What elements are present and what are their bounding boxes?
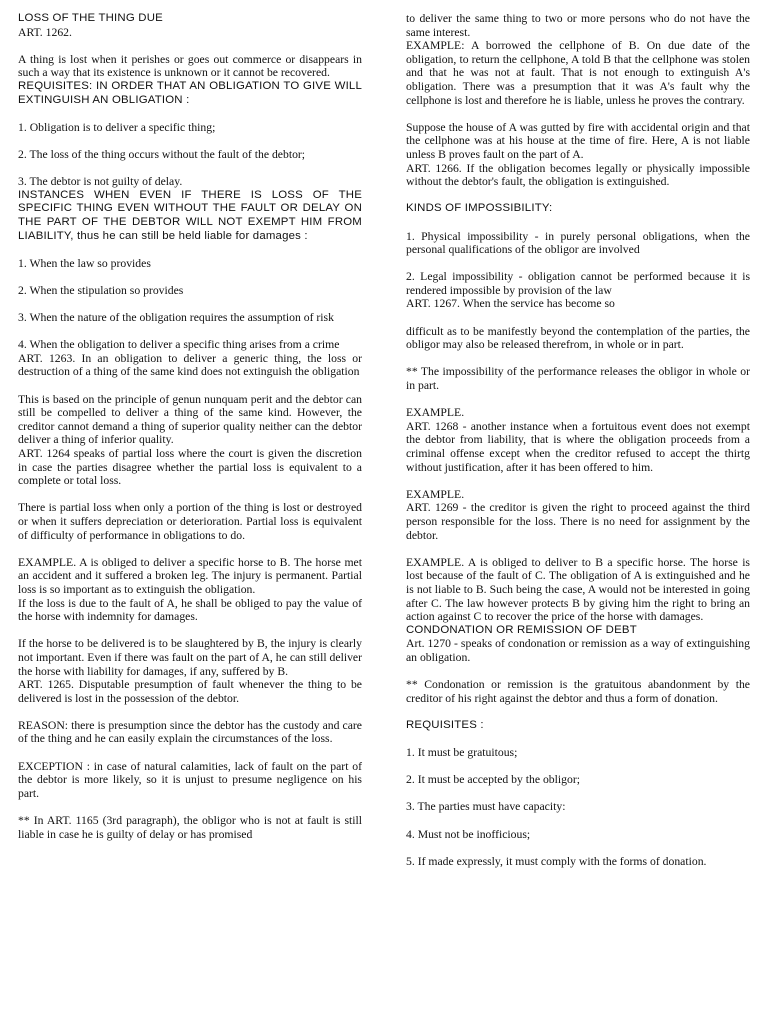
instance-2: 2. When the stipulation so provides: [18, 283, 184, 297]
difficult-paragraph: difficult as to be manifestly beyond the contemplation of the parties, the obligor may also be released therefrom, in whole or in part.: [406, 324, 750, 352]
impossibility-note: ** The impossibility of the performance releases the obligor in whole or in part.: [406, 365, 750, 393]
slaughter-paragraph: If the horse to be delivered is to be slaughtered by B, the injury is clearly not important. Even if there was fault on the part of A, he can still deliver the horse with liability for damages, if any, suffered by B.: [18, 637, 362, 678]
continuation-paragraph: to deliver the same thing to two or more persons who do not have the same interest.: [406, 12, 750, 39]
article-1263: ART. 1263. In an obligation to deliver a generic thing, the loss or destruction of a thing of the same kind does not extinguish the obligation: [18, 351, 362, 379]
article-1268: ART. 1268 - another instance when a fortuitous event does not exempt the debtor from liability, that is where the obligation proceeds from a criminal offense except when the creditor refused to accept the thirtg without justification, after it has been offered to him.: [406, 419, 750, 474]
article-1165-note: ** In ART. 1165 (3rd paragraph), the obligor who is not at fault is still liable in case he is guilty of delay or has promised: [18, 814, 362, 841]
genus-paragraph: This is based on the principle of genun nunquam perit and the debtor can still be compelled to deliver a thing of the same kind. However, the creditor cannot demand a thing of superior quality neither can the debtor deliver a thing of inferior quality.: [18, 392, 362, 447]
fire-paragraph: Suppose the house of A was gutted by fire with accidental origin and that the cellphone was at his house at the time of fire. Here, A is not liable unless B proves fault on the part of A.: [406, 120, 750, 161]
article-1266: ART. 1266. If the obligation becomes legally or physically impossible without the debtor's fault, the obligation is extinguished.: [406, 161, 750, 189]
reason-paragraph: REASON: there is presumption since the debtor has the custody and care of the thing and he can easily explain the circumstances of the loss.: [18, 718, 362, 746]
article-1270: Art. 1270 - speaks of condonation or remission as a way of extinguishing an obligation.: [406, 637, 750, 664]
partial-loss-paragraph: There is partial loss when only a portion of the thing is lost or destroyed or when it suffers depreciation or deterioration. Partial loss is equivalent of difficulty of performance in obligations to do.: [18, 501, 362, 542]
article-1264: ART. 1264 speaks of partial loss where the court is given the discretion in case the parties disagree whether the partial loss is equivalent to a complete or total loss.: [18, 447, 362, 488]
legal-impossibility: 2. Legal impossibility - obligation cannot be performed because it is rendered impossible by provision of the law: [406, 270, 750, 297]
instance-4: 4. When the obligation to deliver a specific thing arises from a crime: [18, 338, 340, 352]
third-person-example: EXAMPLE. A is obliged to deliver to B a specific horse. The horse is lost because of the fault of C. The obligation of A is extinguished and he is not liable to B. Such being the case, A would not be interested in going after C. The law however protects B by giving him the right to bring an action against C to recover the price of the horse with damages.: [406, 555, 750, 624]
requisite-3: 3. The debtor is not guilty of delay.: [18, 175, 183, 189]
condonation-requisite-4: 4. Must not be inofficious;: [406, 827, 531, 841]
cellphone-example: EXAMPLE: A borrowed the cellphone of B. On due date of the obligation, to return the cellphone, A told B that the cellphone was stolen and that he was not at fault. That is not enough to extinguish A's obligation. There was a presumption that it was A's fault why the cellphone is lost and therefore he is liable, unless he proves the contrary.: [406, 39, 750, 107]
requisites-label: REQUISITES :: [406, 718, 484, 731]
right-column: [406, 12, 750, 868]
example-label-1: EXAMPLE.: [406, 406, 465, 420]
article-1262-label: ART. 1262.: [18, 25, 72, 39]
lost-definition: A thing is lost when it perishes or goes out commerce or disappears in such a way that its existence is unknown or it cannot be recovered.: [18, 52, 362, 80]
physical-impossibility: 1. Physical impossibility - in purely personal obligations, when the personal qualifications of the obligor are involved: [406, 229, 750, 257]
instances-paragraph: INSTANCES WHEN EVEN IF THERE IS LOSS OF THE SPECIFIC THING EVEN WITHOUT THE FAULT OR DELAY ON THE PART OF THE DEBTOR WILL NOT EXEMPT HIM FROM LIABILITY, thus he can still be held liable for damages :: [18, 188, 362, 242]
article-1269: ART. 1269 - the creditor is given the right to proceed against the third person responsible for the loss. There is no need for assignment by the debtor.: [406, 501, 750, 542]
condonation-heading: CONDONATION OR REMISSION OF DEBT: [406, 623, 637, 636]
condonation-requisite-3: 3. The parties must have capacity:: [406, 800, 566, 814]
condonation-requisite-5: 5. If made expressly, it must comply with the forms of donation.: [406, 854, 707, 868]
left-column: [18, 12, 362, 841]
requisites-heading: REQUISITES: IN ORDER THAT AN OBLIGATION TO GIVE WILL EXTINGUISH AN OBLIGATION :: [18, 79, 362, 106]
fault-of-a-paragraph: If the loss is due to the fault of A, he shall be obliged to pay the value of the horse with indemnity for damages.: [18, 596, 362, 624]
kinds-heading: KINDS OF IMPOSSIBILITY:: [406, 202, 553, 215]
section-title: LOSS OF THE THING DUE: [18, 12, 163, 24]
instance-3: 3. When the nature of the obligation requires the assumption of risk: [18, 311, 334, 325]
article-1267: ART. 1267. When the service has become so: [406, 297, 615, 311]
article-1265: ART. 1265. Disputable presumption of fault whenever the thing to be delivered is lost in the possession of the debtor.: [18, 678, 362, 705]
condonation-requisite-1: 1. It must be gratuitous;: [406, 746, 518, 760]
condonation-requisite-2: 2. It must be accepted by the obligor;: [406, 773, 580, 787]
horse-example: EXAMPLE. A is obliged to deliver a specific horse to B. The horse met an accident and it suffered a broken leg. The injury is permanent. Partial loss is so important as to extinguish the obligation.: [18, 555, 362, 596]
requisite-2: 2. The loss of the thing occurs without the fault of the debtor;: [18, 147, 306, 161]
exception-paragraph: EXCEPTION : in case of natural calamities, lack of fault on the part of the debtor is more likely, so it is unjust to presume negligence on his part.: [18, 759, 362, 800]
condonation-definition: ** Condonation or remission is the gratuitous abandonment by the creditor of his right against the debtor and thus a form of donation.: [406, 678, 750, 705]
requisite-1: 1. Obligation is to deliver a specific thing;: [18, 120, 216, 134]
instance-1: 1. When the law so provides: [18, 256, 151, 270]
example-label-2: EXAMPLE.: [406, 487, 465, 501]
